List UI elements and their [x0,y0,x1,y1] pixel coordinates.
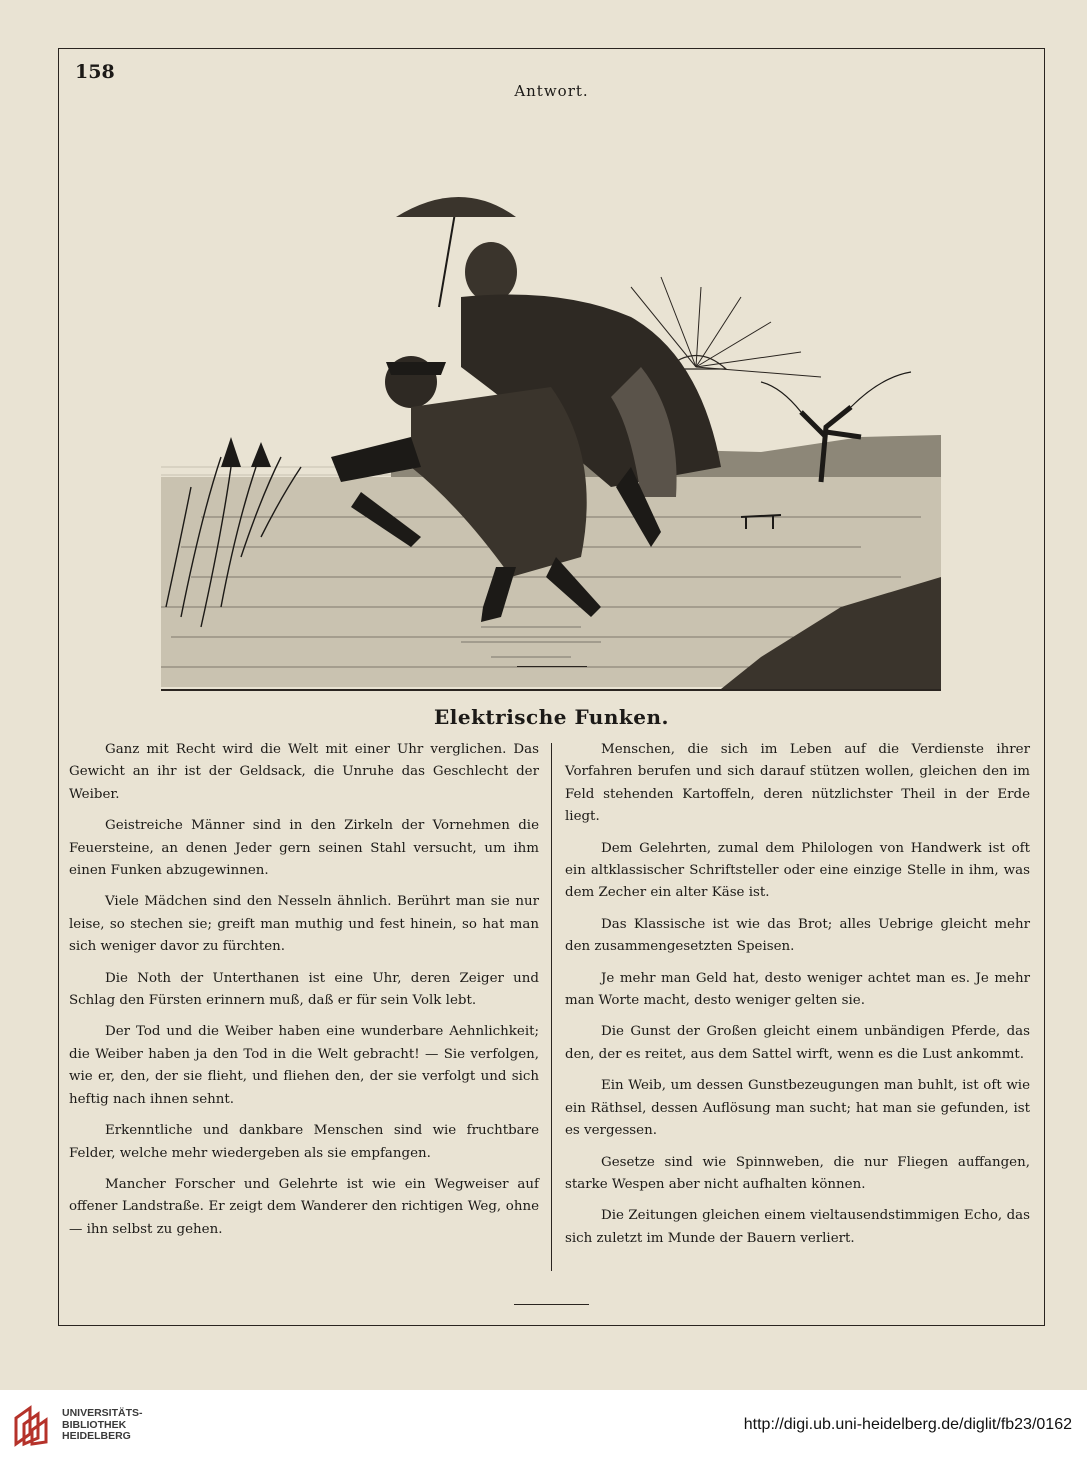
paragraph: Gesetze sind wie Spinnweben, die nur Fliegen auffangen, starke Wespen aber nicht aufhalten können. [565,1154,1030,1192]
library-name [62,1408,143,1443]
page-frame [58,48,1045,1326]
paragraph: Das Klassische ist wie das Brot; alles Uebrige gleicht mehr den zusammengesetzten Speisen. [565,916,1030,955]
article-title: Elektrische Funken. [434,705,669,729]
library-name-line: UNIVERSITÄTS- [62,1407,143,1419]
paragraph: Mancher Forscher und Gelehrte ist wie ein Wegweiser auf offener Landstraße. Er zeigt dem Wanderer den richtigen Weg, ohne — ihn selbst zu gehen. [69,1176,539,1237]
page-number: 158 [75,61,115,83]
library-name-line: BIBLIOTHEK [62,1418,127,1431]
paragraph: Der Tod und die Weiber haben eine wunderbare Aehnlichkeit; die Weiber haben ja den Tod in die Welt gebracht! — Sie verfolgen, wie er, den, der sie flieht, und fliehen den, der sie verfolgt und sich heftig nach ihnen sehnt. [69,1024,539,1107]
footer-bar [0,1390,1087,1469]
engraving-illustration [161,137,941,691]
library-name-line: HEIDELBERG [62,1430,131,1442]
left-column [69,739,539,1250]
running-head: Antwort. [514,82,589,100]
paragraph: Ganz mit Recht wird die Welt mit einer Uhr verglichen. Das Gewicht an ihr ist der Geldsack, die Unruhe das Geschlecht der Weiber. [69,742,539,802]
university-library-logo-icon[interactable] [12,1404,56,1448]
paragraph: Geistreiche Männer sind in den Zirkeln der Vornehmen die Feuersteine, an denen Jeder gern seinen Stahl versucht, um ihm einen Funken abzugewinnen. [69,818,539,879]
source-url-link[interactable]: http://digi.ub.uni-heidelberg.de/diglit/fb23/0162 [743,1416,1072,1433]
paragraph: Viele Mädchen sind den Nesseln ähnlich. Berührt man sie nur leise, so stechen sie; greift man muthig und fest hinein, so hat man sich weniger davor zu fürchten. [69,894,539,955]
column-divider [551,743,552,1271]
paragraph: Erkenntliche und dankbare Menschen sind wie fruchtbare Felder, welche mehr wiedergeben als sie empfangen. [69,1123,539,1161]
end-rule [514,1304,589,1305]
title-rule-top [517,666,587,667]
paragraph: Je mehr man Geld hat, desto weniger achtet man es. Je mehr man Worte macht, desto weniger gelten sie. [565,970,1030,1009]
paragraph: Die Noth der Unterthanen ist eine Uhr, deren Zeiger und Schlag den Fürsten erinnern muß, daß er für sein Volk lebt. [69,970,539,1009]
paragraph: Die Zeitungen gleichen einem vieltausendstimmigen Echo, das sich zuletzt im Munde der Bauern verliert. [565,1208,1030,1246]
paragraph: Ein Weib, um dessen Gunstbezeugungen man buhlt, ist oft wie ein Räthsel, dessen Auflösung man sucht; hat man sie gefunden, ist es vergessen. [565,1078,1030,1139]
paragraph: Dem Gelehrten, zumal dem Philologen von Handwerk ist oft ein altklassischer Schriftsteller oder eine einzige Stelle in ihm, was dem Zecher ein alter Käse ist. [565,840,1030,901]
paragraph: Menschen, die sich im Leben auf die Verdienste ihrer Vorfahren berufen und sich darauf stützen wollen, gleichen den im Feld stehenden Kartoffeln, deren nützlichster Theil in der Erde liegt. [565,742,1030,825]
paragraph: Die Gunst der Großen gleicht einem unbändigen Pferde, das den, der es reitet, aus dem Sattel wirft, wenn es die Lust ankommt. [565,1024,1030,1062]
right-column [565,739,1030,1259]
